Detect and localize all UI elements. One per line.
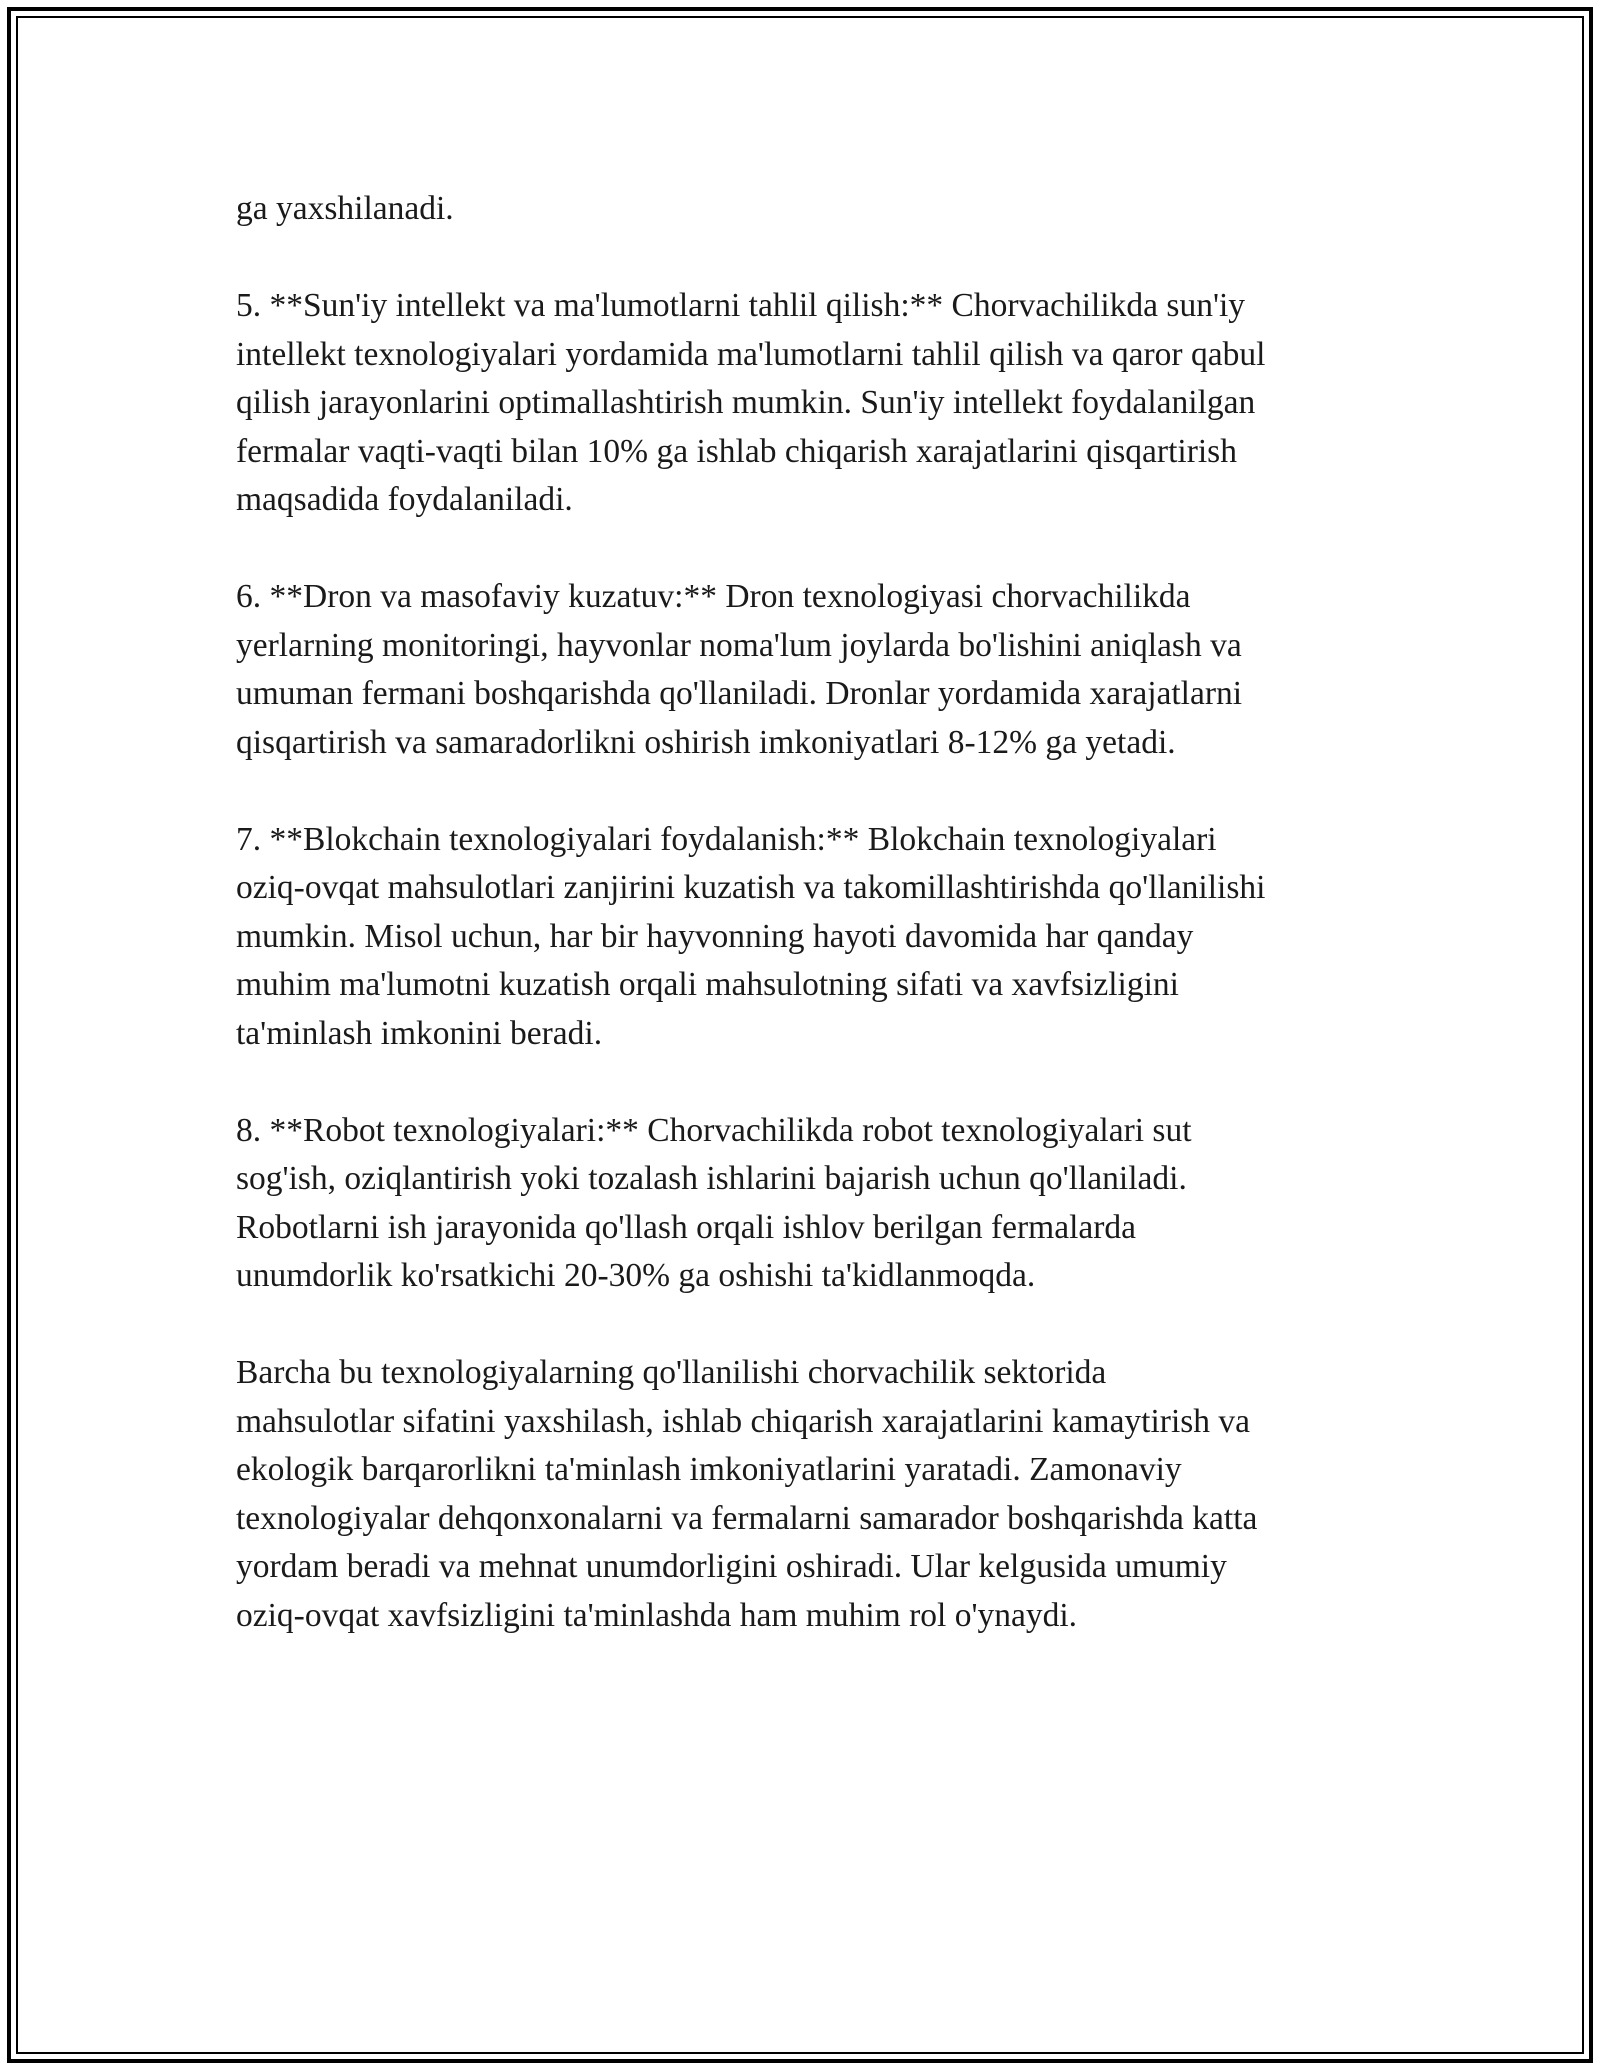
paragraph-item-7-blockchain: 7. **Blokchain texnologiyalari foydalanish:** Blokchain texnologiyalari oziq-ovqat mahsulotlari zanjirini kuzatish va takomillashtirishda qo'llanilishi mumkin. Misol uchun, har bir hayvonning hayoti davomida har qanday muhim ma'lumotni kuzatish orqali mahsulotning sifati va xavfsizligini ta'minlash imkonini beradi.	[236, 820, 1266, 1052]
document-body	[236, 185, 1376, 1689]
paragraph-conclusion: Barcha bu texnologiyalarning qo'llanilishi chorvachilik sektorida mahsulotlar sifatini yaxshilash, ishlab chiqarish xarajatlarini kamaytirish va ekologik barqarorlikni ta'minlash imkoniyatlarini yaratadi. Zamonaviy texnologiyalar dehqonxonalarni va fermalarni samarador boshqarishda katta yordam beradi va mehnat unumdorligini oshiradi. Ular kelgusida umumiy oziq-ovqat xavfsizligini ta'minlashda ham muhim rol o'ynaydi.	[236, 1354, 1258, 1634]
paragraph-item-8-robot: 8. **Robot texnologiyalari:** Chorvachilikda robot texnologiyalari sut sog'ish, oziqlantirish yoki tozalash ishlarini bajarish uchun qo'llaniladi. Robotlarni ish jarayonida qo'llash orqali ishlov berilgan fermalarda unumdorlik ko'rsatkichi 20-30% ga oshishi ta'kidlanmoqda.	[236, 1111, 1192, 1294]
paragraph-item-5-ai: 5. **Sun'iy intellekt va ma'lumotlarni tahlil qilish:** Chorvachilikda sun'iy intellekt texnologiyalari yordamida ma'lumotlarni tahlil qilish va qaror qabul qilish jarayonlarini optimallashtirish mumkin. Sun'iy intellekt foydalanilgan fermalar vaqti-vaqti bilan 10% ga ishlab chiqarish xarajatlarini qisqartirish maqsadida foydalaniladi.	[236, 287, 1266, 518]
paragraph-item-6-drone: 6. **Dron va masofaviy kuzatuv:** Dron texnologiyasi chorvachilikda yerlarning monitoringi, hayvonlar noma'lum joylarda bo'lishini aniqlash va umuman fermani boshqarishda qo'llaniladi. Dronlar yordamida xarajatlarni qisqartirish va samaradorlikni oshirish imkoniyatlari 8-12% ga yetadi.	[236, 578, 1243, 761]
paragraph-continuation: ga yaxshilanadi.	[236, 190, 454, 227]
